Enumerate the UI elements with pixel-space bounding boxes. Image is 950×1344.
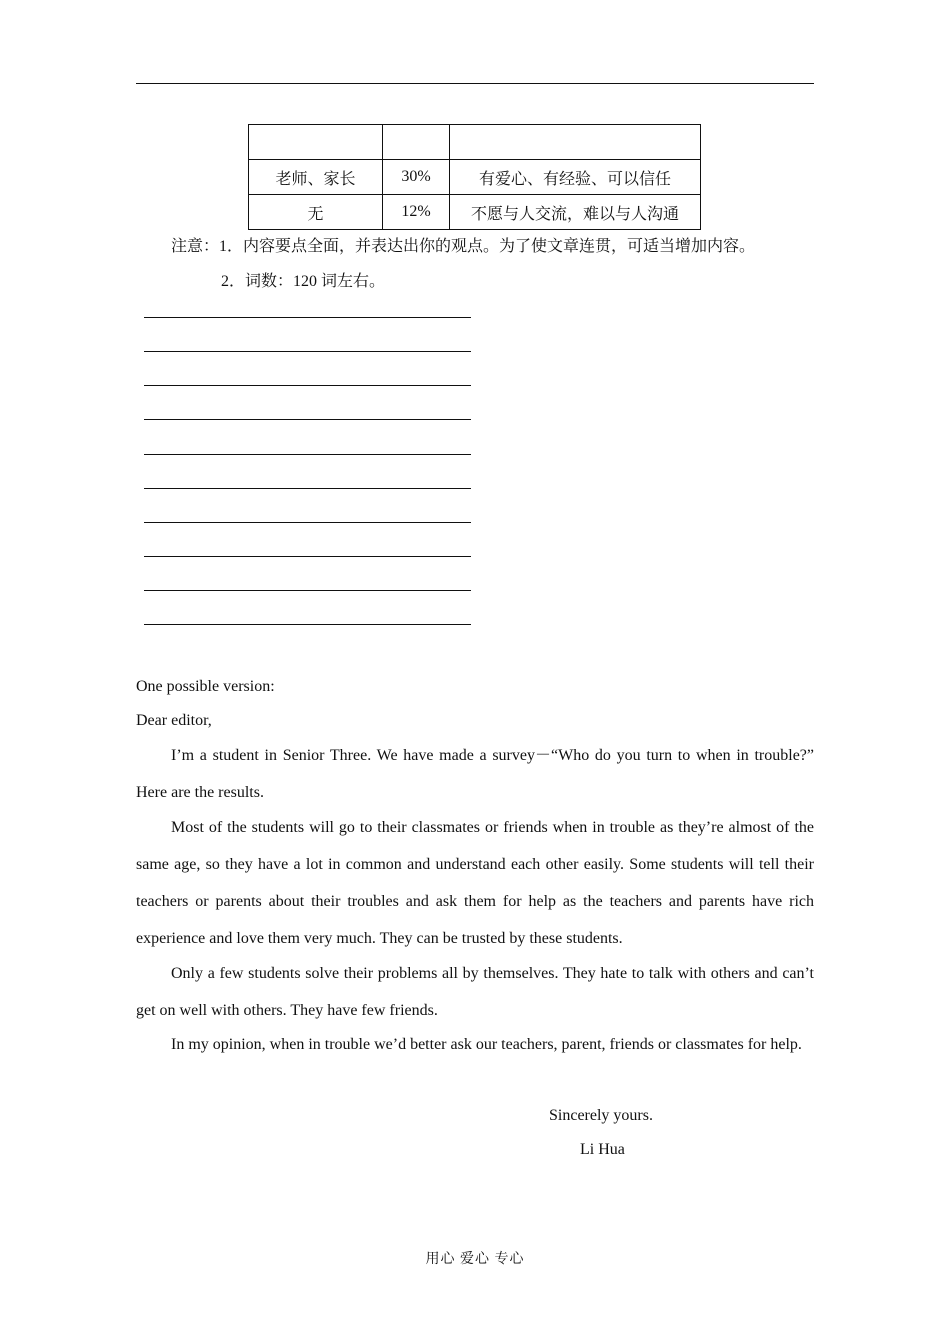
letter-signature: Li Hua [580, 1141, 625, 1158]
table-cell [450, 125, 701, 160]
table-cell: 有爱心、有经验、可以信任 [450, 160, 701, 195]
writing-line [144, 419, 471, 420]
note-line-2: 2．词数：120 词左右。 [221, 273, 386, 290]
header-rule [136, 83, 814, 84]
writing-line [144, 556, 471, 557]
survey-table [248, 124, 701, 230]
table-cell: 老师、家长 [249, 160, 383, 195]
writing-line [144, 351, 471, 352]
table-cell: 不愿与人交流，难以与人沟通 [450, 195, 701, 230]
table-cell [383, 125, 450, 160]
writing-line [144, 317, 471, 318]
table-row [249, 195, 701, 230]
table-cell: 无 [249, 195, 383, 230]
writing-line [144, 522, 471, 523]
writing-line [144, 488, 471, 489]
letter-paragraph: Only a few students solve their problems all by themselves. They hate to talk with others and can’t get on well with others. They have few friends. [136, 965, 814, 1019]
writing-line [144, 385, 471, 386]
table-cell [249, 125, 383, 160]
table-cell: 30% [383, 160, 450, 195]
table-row [249, 125, 701, 160]
letter-paragraph: In my opinion, when in trouble we’d better ask our teachers, parent, friends or classmates for help. [171, 1036, 802, 1053]
letter-greeting: Dear editor, [136, 712, 212, 729]
letter-closing: Sincerely yours. [549, 1107, 653, 1124]
note-line-1: 注意：1．内容要点全面，并表达出你的观点。为了使文章连贯，可适当增加内容。 [171, 238, 756, 255]
page-footer: 用心 爱心 专心 [425, 1252, 525, 1267]
writing-line [144, 454, 471, 455]
writing-line [144, 624, 471, 625]
answer-heading: One possible version: [136, 678, 275, 695]
writing-line [144, 590, 471, 591]
table-cell: 12% [383, 195, 450, 230]
table-row [249, 160, 701, 195]
letter-paragraph: I’m a student in Senior Three. We have made a survey－“Who do you turn to when in trouble?” Here are the results. [136, 747, 814, 801]
letter-paragraph: Most of the students will go to their classmates or friends when in trouble as they’re almost of the same age, so they have a lot in common and understand each other easily. Some students will tell their teachers or parents about their troubles and ask them for help as the teachers and parents have rich experience and love them very much. They can be trusted by these students. [136, 819, 814, 947]
